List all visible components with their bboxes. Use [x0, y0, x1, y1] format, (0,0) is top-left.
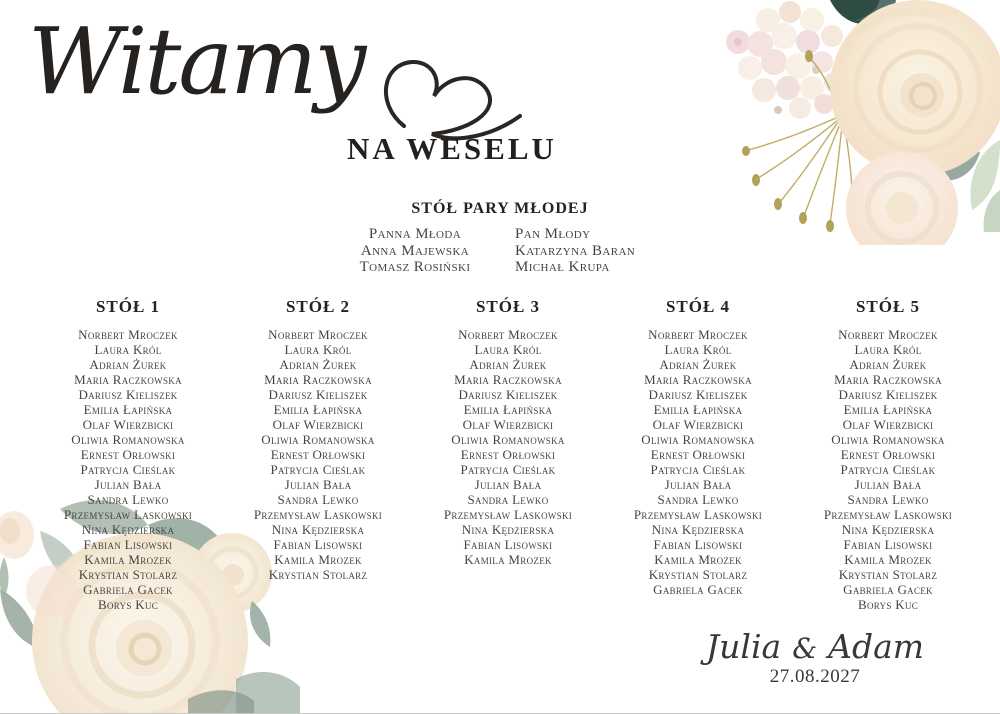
guest-name: Ernest Orłowski: [270, 447, 366, 462]
guest-name: Patrycja Cieślak: [840, 462, 936, 477]
bride-name: Julia: [705, 627, 782, 666]
guest-name: Dariusz Kieliszek: [838, 387, 938, 402]
guest-name: Dariusz Kieliszek: [78, 387, 178, 402]
guest-list: [33, 327, 223, 612]
guest-name: Fabian Lisowski: [463, 537, 553, 552]
guest-name: Patrycja Cieślak: [80, 462, 176, 477]
guest-name: Dariusz Kieliszek: [648, 387, 748, 402]
guest-name: Ernest Orłowski: [650, 447, 746, 462]
guest-list: [223, 327, 413, 582]
guest-name: Kamila Mrozek: [654, 552, 742, 567]
guest-name: Norbert Mroczek: [458, 327, 558, 342]
tables-section: [33, 297, 983, 612]
guest-name: Fabian Lisowski: [83, 537, 173, 552]
guest-name: Sandra Lewko: [87, 492, 169, 507]
guest-name: Michał Krupa: [515, 259, 610, 275]
guest-name: Julian Bała: [94, 477, 162, 492]
couple-names: [690, 629, 940, 665]
guest-name: Przemysław Laskowski: [63, 507, 193, 522]
guest-name: Borys Kuc: [857, 597, 919, 612]
guest-name: Adrian Żurek: [89, 357, 167, 372]
guest-name: Nina Kędzierska: [461, 522, 555, 537]
guest-name: Adrian Żurek: [279, 357, 357, 372]
guest-name: Norbert Mroczek: [648, 327, 748, 342]
guest-name: Maria Raczkowska: [74, 372, 182, 387]
table-column: [223, 297, 413, 612]
guest-name: Norbert Mroczek: [268, 327, 368, 342]
guest-name: Fabian Lisowski: [653, 537, 743, 552]
guest-name: Kamila Mrozek: [464, 552, 552, 567]
guest-name: Julian Bała: [284, 477, 352, 492]
guest-name: Przemysław Laskowski: [443, 507, 573, 522]
guest-name: Ernest Orłowski: [460, 447, 556, 462]
guest-name: Olaf Wierzbicki: [462, 417, 554, 432]
guest-name: Dariusz Kieliszek: [268, 387, 368, 402]
guest-name: Norbert Mroczek: [78, 327, 178, 342]
guest-name: Dariusz Kieliszek: [458, 387, 558, 402]
groom-name: Adam: [828, 627, 925, 666]
guest-name: Olaf Wierzbicki: [842, 417, 934, 432]
guest-name: Maria Raczkowska: [264, 372, 372, 387]
table-title: STÓŁ 1: [95, 297, 161, 316]
table-title: STÓŁ 4: [665, 297, 731, 316]
guest-name: Maria Raczkowska: [834, 372, 942, 387]
guest-name: Kamila Mrozek: [274, 552, 362, 567]
guest-name: Ernest Orłowski: [80, 447, 176, 462]
guest-name: Krystian Stolarz: [268, 567, 368, 582]
guest-name: Sandra Lewko: [847, 492, 929, 507]
guest-name: Laura Król: [854, 342, 922, 357]
head-table-guest-columns: [0, 226, 1000, 276]
head-table-right-guest-list: [515, 226, 665, 276]
guest-name: Przemysław Laskowski: [823, 507, 953, 522]
guest-name: Emilia Łapińska: [843, 402, 933, 417]
guest-name: Laura Król: [284, 342, 352, 357]
guest-name: Laura Król: [664, 342, 732, 357]
guest-name: Sandra Lewko: [467, 492, 549, 507]
guest-name: Oliwia Romanowska: [71, 432, 185, 447]
guest-name: Patrycja Cieślak: [650, 462, 746, 477]
table-column: [33, 297, 223, 612]
table-title: STÓŁ 3: [475, 297, 541, 316]
welcome-script-title: Witamy: [28, 8, 364, 115]
guest-name: Nina Kędzierska: [271, 522, 365, 537]
head-table-left-guest-list: [335, 226, 495, 276]
guest-name: Pan Młody: [515, 226, 591, 242]
guest-name: Olaf Wierzbicki: [652, 417, 744, 432]
guest-name: Oliwia Romanowska: [641, 432, 755, 447]
table-title: STÓŁ 2: [285, 297, 351, 316]
guest-name: Patrycja Cieślak: [460, 462, 556, 477]
guest-name: Olaf Wierzbicki: [82, 417, 174, 432]
guest-name: Maria Raczkowska: [644, 372, 752, 387]
guest-name: Tomasz Rosiński: [359, 259, 471, 275]
head-table-title: STÓŁ PARY MŁODEJ: [411, 200, 589, 217]
guest-name: Borys Kuc: [97, 597, 159, 612]
guest-name: Oliwia Romanowska: [451, 432, 565, 447]
guest-name: Emilia Łapińska: [273, 402, 363, 417]
wedding-date: 27.08.2027: [769, 666, 861, 688]
guest-name: Nina Kędzierska: [841, 522, 935, 537]
guest-name: Anna Majewska: [360, 242, 470, 259]
guest-name: Krystian Stolarz: [78, 567, 178, 582]
ampersand: &: [792, 632, 818, 665]
table-column: [413, 297, 603, 612]
guest-name: Kamila Mrozek: [84, 552, 172, 567]
guest-name: Maria Raczkowska: [454, 372, 562, 387]
guest-name: Gabriela Gacek: [83, 582, 173, 597]
guest-name: Przemysław Laskowski: [253, 507, 383, 522]
guest-name: Emilia Łapińska: [83, 402, 173, 417]
guest-name: Krystian Stolarz: [838, 567, 938, 582]
guest-name: Gabriela Gacek: [843, 582, 933, 597]
guest-name: Oliwia Romanowska: [261, 432, 375, 447]
guest-name: Norbert Mroczek: [838, 327, 938, 342]
guest-name: Katarzyna Baran: [515, 242, 636, 259]
guest-list: [603, 327, 793, 597]
guest-name: Julian Bała: [854, 477, 922, 492]
guest-name: Gabriela Gacek: [653, 582, 743, 597]
guest-name: Emilia Łapińska: [463, 402, 553, 417]
table-column: [603, 297, 793, 612]
guest-name: Adrian Żurek: [469, 357, 547, 372]
guest-name: Sandra Lewko: [657, 492, 739, 507]
couple-signature: [690, 629, 940, 688]
guest-name: Fabian Lisowski: [843, 537, 933, 552]
guest-name: Ernest Orłowski: [840, 447, 936, 462]
guest-name: Przemysław Laskowski: [633, 507, 763, 522]
guest-name: Emilia Łapińska: [653, 402, 743, 417]
guest-name: Panna Młoda: [368, 226, 462, 242]
table-column: [793, 297, 983, 612]
guest-name: Sandra Lewko: [277, 492, 359, 507]
guest-name: Patrycja Cieślak: [270, 462, 366, 477]
guest-list: [413, 327, 603, 567]
head-table-section: [0, 200, 1000, 276]
guest-name: Fabian Lisowski: [273, 537, 363, 552]
guest-name: Krystian Stolarz: [648, 567, 748, 582]
guest-list: [793, 327, 983, 612]
guest-name: Laura Król: [474, 342, 542, 357]
guest-name: Oliwia Romanowska: [831, 432, 945, 447]
guest-name: Laura Król: [94, 342, 162, 357]
guest-name: Olaf Wierzbicki: [272, 417, 364, 432]
table-title: STÓŁ 5: [855, 297, 921, 316]
guest-name: Adrian Żurek: [659, 357, 737, 372]
guest-name: Julian Bała: [474, 477, 542, 492]
guest-name: Nina Kędzierska: [651, 522, 745, 537]
guest-name: Nina Kędzierska: [81, 522, 175, 537]
welcome-subtitle: NA WESELU: [347, 131, 557, 166]
guest-name: Adrian Żurek: [849, 357, 927, 372]
guest-name: Kamila Mrozek: [844, 552, 932, 567]
guest-name: Julian Bała: [664, 477, 732, 492]
